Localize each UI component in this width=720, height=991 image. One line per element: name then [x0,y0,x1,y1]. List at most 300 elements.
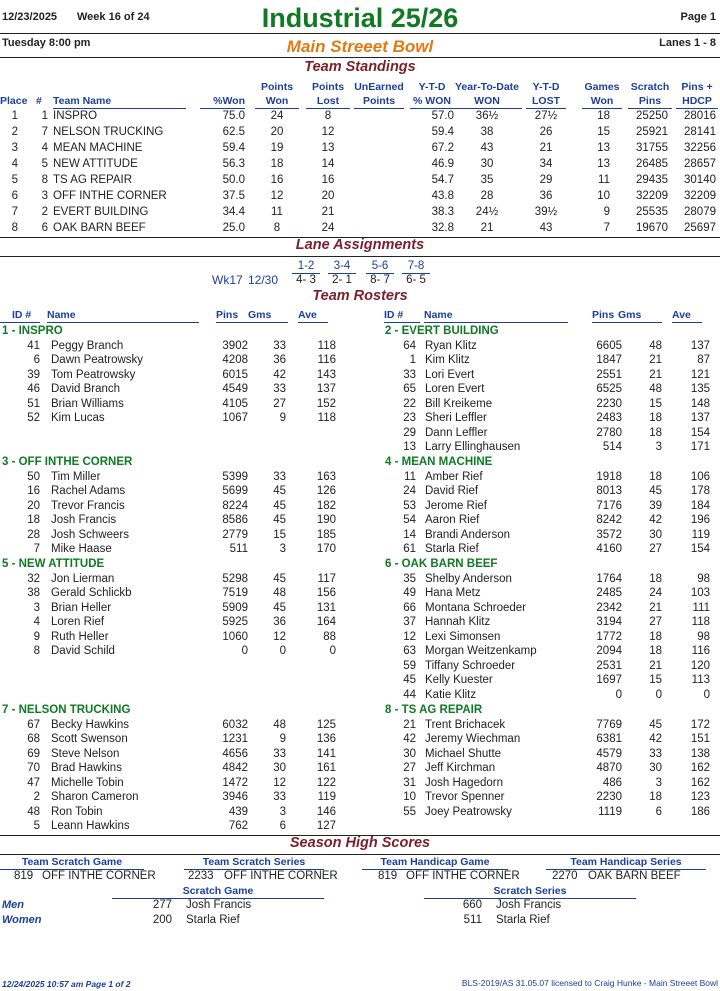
roster-col-gms-l: Gms [248,309,288,323]
roster-team-heading: 6 - OAK BARN BEEF [385,558,498,570]
games-won: 13 [597,158,610,170]
player-average: 154 [690,426,710,439]
player-name: David Branch [51,383,121,395]
player-average: 138 [690,747,710,760]
roster-team-heading: 2 - EVERT BUILDING [385,325,499,337]
player-pins: 2531 [596,659,622,672]
player-games: 45 [273,514,286,526]
player-games: 6 [655,805,662,818]
player-games: 0 [655,688,662,701]
season-rule-2 [0,854,720,855]
roster-player-row [0,440,720,455]
standings-row [0,173,720,188]
player-name: Lori Evert [425,368,475,381]
place: 6 [11,190,18,202]
player-pins: 4105 [222,397,248,410]
standings-row [0,157,720,172]
player-name: Ruth Heller [51,630,109,643]
player-pins: 1847 [596,354,622,366]
women-label: Women [2,914,42,926]
player-name: Peggy Branch [51,339,124,352]
team-name: NEW ATTITUDE [53,158,138,170]
player-name: Kim Lucas [51,412,105,424]
player-name: Tiffany Schroeder [425,659,516,672]
player-id: 39 [27,368,40,381]
player-average: 0 [329,645,336,657]
player-pins: 1472 [222,776,248,789]
player-name: Loren Rief [51,616,105,628]
player-games: 33 [273,383,286,395]
roster-player-row [0,426,720,441]
player-pins: 5699 [222,485,248,497]
scratch-pins: 25250 [636,110,668,122]
ytd-pct: 54.7 [431,174,454,186]
col-ytdwon-top: Year-To-Date [455,81,519,93]
team-name: OFF INTHE CORNER [53,190,167,202]
player-pins: 8224 [222,499,248,512]
player-games: 9 [279,733,286,745]
lane-pair-teams: 8- 7 [370,274,390,286]
lanes-date: 12/30 [248,273,279,287]
player-id: 20 [27,499,40,512]
player-pins: 4579 [596,747,622,760]
player-id: 38 [27,587,40,599]
team-number: 6 [41,222,48,234]
scratch-pins: 25535 [636,206,668,218]
team-number: 5 [41,158,48,170]
player-id: 68 [27,733,40,745]
roster-player-row [0,659,720,674]
player-name: Mike Haase [51,543,112,555]
roster-col-name-r: Name [424,309,568,323]
roster-col-pins-l: Pins [216,309,252,323]
player-average: 116 [317,354,336,366]
player-name: Larry Ellinghausen [425,441,521,453]
team-name: INSPRO [53,110,98,122]
player-average: 137 [316,383,336,395]
player-id: 18 [27,514,40,526]
player-id: 53 [403,499,416,512]
player-id: 45 [403,674,416,686]
player-name: Kim Klitz [425,354,470,366]
page-label: Page 1 [680,11,716,23]
ytd-pct: 46.9 [431,158,454,170]
col-ytdwon-bot: WON [452,95,522,109]
roster-player-row [0,353,720,368]
ytd-pct: 38.3 [431,206,454,218]
pins-hdcp: 30140 [684,174,716,186]
player-games: 15 [649,397,662,410]
thg-label: Team Handicap Game [362,856,508,870]
player-id: 24 [403,485,416,497]
pins-hdcp: 28016 [684,110,716,122]
player-games: 45 [649,485,662,497]
standings-row [0,141,720,156]
roster-player-row [0,470,720,485]
roster-team-heading: 7 - NELSON TRUCKING [2,704,131,716]
player-games: 42 [649,514,662,526]
points-lost: 13 [321,142,335,154]
day-time: Tuesday 8:00 pm [2,37,91,49]
player-average: 163 [316,470,336,483]
player-name: Josh Schweers [51,528,129,541]
player-id: 66 [403,601,416,614]
player-average: 98 [697,572,710,585]
women-game-score: 200 [152,914,172,926]
games-won: 11 [598,174,610,186]
player-games: 27 [649,616,662,628]
points-won: 19 [270,142,284,154]
games-won: 15 [597,126,610,138]
player-name: Trevor Francis [51,499,125,512]
player-id: 69 [27,747,40,760]
player-name: Scott Swenson [51,733,128,745]
scratch-pins: 25921 [636,126,668,138]
player-name: Montana Schroeder [425,601,527,614]
roster-player-row [0,339,720,354]
player-id: 67 [27,718,40,731]
player-name: Michael Shutte [425,747,502,760]
pct-won: 59.4 [222,142,245,154]
pct-won: 56.3 [222,158,245,170]
player-name: Brandi Anderson [425,528,511,541]
player-name: Starla Rief [425,543,479,555]
player-id: 5 [33,820,40,832]
roster-team-heading: 1 - INSPRO [2,325,63,337]
player-average: 196 [690,514,710,526]
player-name: Trevor Spenner [425,791,505,803]
player-id: 14 [403,528,416,541]
player-name: Jerome Rief [425,499,487,512]
player-name: David Schild [51,645,115,657]
player-name: Jon Lierman [51,572,115,585]
player-pins: 4842 [222,762,248,774]
points-won: 16 [270,174,284,186]
col-gw-top: Games [584,81,620,93]
lane-pair-teams: 2- 1 [332,274,352,286]
player-games: 30 [273,762,286,774]
player-games: 36 [273,354,286,366]
player-id: 4 [33,616,40,628]
player-name: Brian Heller [51,601,112,614]
player-pins: 7769 [596,718,622,731]
player-average: 171 [690,441,710,453]
player-name: Ron Tobin [51,805,103,818]
roster-player-row [0,382,720,397]
player-average: 116 [691,645,710,657]
player-name: David Rief [425,485,479,497]
standings-title: Team Standings [304,59,416,75]
roster-player-row [0,411,720,426]
player-pins: 4208 [222,354,248,366]
player-average: 98 [697,630,710,643]
player-name: Shelby Anderson [425,572,512,585]
col-pct: %Won [200,95,245,109]
season-title: Season High Scores [289,835,431,851]
roster-player-row [0,761,720,776]
ths-label: Team Handicap Series [546,856,706,870]
player-id: 52 [27,412,40,424]
pct-won: 34.4 [222,206,245,218]
player-name: Dann Leffler [425,426,488,439]
ytd-won: 38 [480,126,494,138]
roster-player-row [0,630,720,645]
col-team: Team Name [53,95,186,109]
roster-player-row [0,718,720,733]
player-average: 122 [316,776,336,789]
player-games: 33 [273,791,286,803]
thg-score: 819 [378,870,398,882]
player-pins: 7519 [222,587,248,599]
roster-team-heading: 4 - MEAN MACHINE [385,456,493,468]
player-id: 13 [403,441,416,453]
col-num: # [36,95,42,107]
player-average: 178 [690,485,710,497]
player-games: 27 [273,397,286,410]
player-games: 48 [649,383,662,395]
player-name: Bill Kreikeme [425,397,493,410]
player-name: Gerald Schlickb [51,587,132,599]
player-games: 21 [649,368,662,381]
ytd-pct: 43.8 [431,190,454,202]
women-series-score: 511 [463,914,482,926]
player-pins: 2342 [596,601,622,614]
tsg-label: Team Scratch Game [0,856,144,870]
player-average: 118 [317,412,336,424]
games-won: 7 [603,222,610,234]
player-id: 10 [403,791,416,803]
player-games: 12 [273,776,286,789]
lanes-label: Lanes 1 - 8 [659,37,716,49]
player-name: Lexi Simonsen [425,630,501,643]
player-name: Jeremy Wiechman [425,733,521,745]
player-id: 23 [403,412,416,424]
roster-player-row [0,673,720,688]
roster-player-row [0,586,720,601]
ytd-lost: 34 [539,158,553,170]
roster-team-heading: 8 - TS AG REPAIR [385,704,483,716]
ytd-lost: 27½ [534,110,558,122]
col-ue-top: UnEarned [354,81,404,93]
player-average: 87 [697,354,710,366]
player-name: Loren Evert [425,383,485,395]
lane-pair-lanes: 1-2 [292,259,320,274]
player-games: 18 [649,645,662,657]
player-id: 2 [33,791,40,803]
player-games: 24 [649,587,662,599]
player-games: 15 [273,528,286,541]
player-games: 45 [273,572,286,585]
player-games: 12 [273,630,286,643]
scratch-pins: 31755 [636,142,668,154]
ytd-pct: 67.2 [431,142,454,154]
player-average: 185 [316,528,336,541]
scratch-pins: 32209 [636,190,668,202]
player-games: 18 [649,630,662,643]
player-games: 33 [649,747,662,760]
player-pins: 486 [602,776,622,789]
team-number: 1 [41,110,48,122]
men-game-name: Josh Francis [186,899,252,911]
place: 1 [11,110,18,122]
player-pins: 6032 [222,718,248,731]
player-games: 39 [649,499,662,512]
games-won: 13 [597,142,610,154]
ytd-pct: 57.0 [431,110,454,122]
player-name: Aaron Rief [425,514,480,526]
player-average: 117 [317,572,336,585]
pins-hdcp: 32209 [684,190,716,202]
player-id: 21 [403,718,416,731]
team-number: 2 [41,206,48,218]
player-id: 50 [27,470,40,483]
tsg-score: 819 [14,870,34,882]
player-id: 6 [33,354,40,366]
player-games: 9 [279,412,286,424]
scratch-pins: 26485 [636,158,668,170]
col-ytdpct-top: Y-T-D [418,81,446,93]
player-average: 126 [316,485,336,497]
team-name: OAK BARN BEEF [53,222,146,234]
player-id: 30 [403,747,416,760]
player-games: 42 [649,733,662,745]
player-pins: 5909 [222,601,248,614]
player-games: 33 [273,470,286,483]
player-id: 8 [33,645,40,657]
player-id: 12 [403,630,416,643]
player-pins: 2230 [596,791,622,803]
player-games: 30 [649,762,662,774]
ths-team: OAK BARN BEEF [588,870,681,882]
col-ytdpct-bot: % WON [410,95,454,109]
player-pins: 1764 [596,572,622,585]
player-average: 119 [691,528,710,541]
player-id: 37 [403,616,416,628]
roster-header [0,309,720,323]
pins-hdcp: 28141 [684,126,716,138]
player-pins: 6525 [596,383,622,395]
player-pins: 5399 [222,470,248,483]
place: 4 [11,158,18,170]
col-pl-top: Points [311,81,345,93]
player-average: 164 [316,616,336,628]
team-name: TS AG REPAIR [53,174,133,186]
ths-score: 2270 [552,870,578,882]
player-average: 136 [316,733,336,745]
roster-col-id-r: ID # [384,309,420,323]
place: 5 [11,174,18,186]
col-pw-top: Points [260,81,294,93]
player-id: 48 [27,805,40,818]
player-name: Becky Hawkins [51,718,129,731]
player-average: 182 [316,499,336,512]
player-average: 162 [690,776,710,789]
player-id: 64 [403,339,416,352]
player-name: Brian Williams [51,397,124,410]
points-lost: 16 [321,174,335,186]
player-games: 42 [273,368,286,381]
team-name: NELSON TRUCKING [53,126,164,138]
player-name: Joey Peatrowsky [425,805,512,818]
player-name: Rachel Adams [51,485,126,497]
player-average: 103 [690,587,710,599]
player-pins: 514 [602,441,622,453]
footer-print-info: 12/24/2025 10:57 am Page 1 of 2 [2,979,131,989]
ytd-lost: 26 [539,126,553,138]
player-games: 18 [649,572,662,585]
player-pins: 6015 [222,368,248,381]
games-won: 10 [597,190,610,202]
player-games: 45 [649,718,662,731]
player-games: 21 [649,354,662,366]
player-name: Hana Metz [425,587,481,599]
player-id: 28 [27,528,40,541]
player-pins: 8586 [222,514,248,526]
player-average: 123 [690,791,710,803]
player-id: 1 [409,354,416,366]
player-games: 33 [273,747,286,760]
roster-player-row [0,499,720,514]
roster-player-row [0,397,720,412]
player-id: 22 [403,397,416,410]
player-name: Jeff Kirchman [425,762,496,774]
place: 2 [11,126,18,138]
player-id: 63 [403,645,416,657]
points-lost: 8 [324,110,332,122]
points-won: 11 [271,206,283,218]
player-pins: 0 [615,688,622,701]
player-name: Michelle Tobin [51,776,124,789]
player-average: 151 [690,733,710,745]
player-id: 41 [27,339,40,352]
roster-player-row [0,805,720,820]
player-pins: 2483 [596,412,622,424]
roster-player-row [0,368,720,383]
men-label: Men [2,899,24,911]
player-average: 172 [690,718,710,731]
player-average: 146 [316,805,336,818]
rosters-title: Team Rosters [312,288,408,304]
ytd-won: 43 [480,142,494,154]
roster-col-id-l: ID # [0,309,40,323]
league-title: Industrial 25/26 [261,3,459,33]
points-lost: 21 [321,206,335,218]
standings-row [0,125,720,140]
points-lost: 24 [321,222,335,234]
player-games: 36 [273,616,286,628]
player-games: 18 [649,470,662,483]
points-lost: 12 [321,126,335,138]
player-average: 186 [690,805,710,818]
col-pw-bot: Won [255,95,299,109]
player-games: 6 [279,820,286,832]
thg-team: OFF INTHE CORNER [406,870,520,882]
player-id: 65 [403,383,416,395]
player-average: 120 [690,659,710,672]
player-average: 156 [316,587,336,599]
ytd-won: 30 [480,158,494,170]
player-games: 3 [279,543,286,555]
ytd-won: 36½ [475,110,499,122]
roster-player-row [0,644,720,659]
player-pins: 1697 [596,674,622,686]
lane-pair-teams: 6- 5 [406,274,426,286]
player-pins: 3902 [222,339,248,352]
player-pins: 2485 [596,587,622,599]
roster-player-row [0,747,720,762]
player-name: Josh Hagedorn [425,776,503,789]
player-id: 59 [403,659,416,672]
